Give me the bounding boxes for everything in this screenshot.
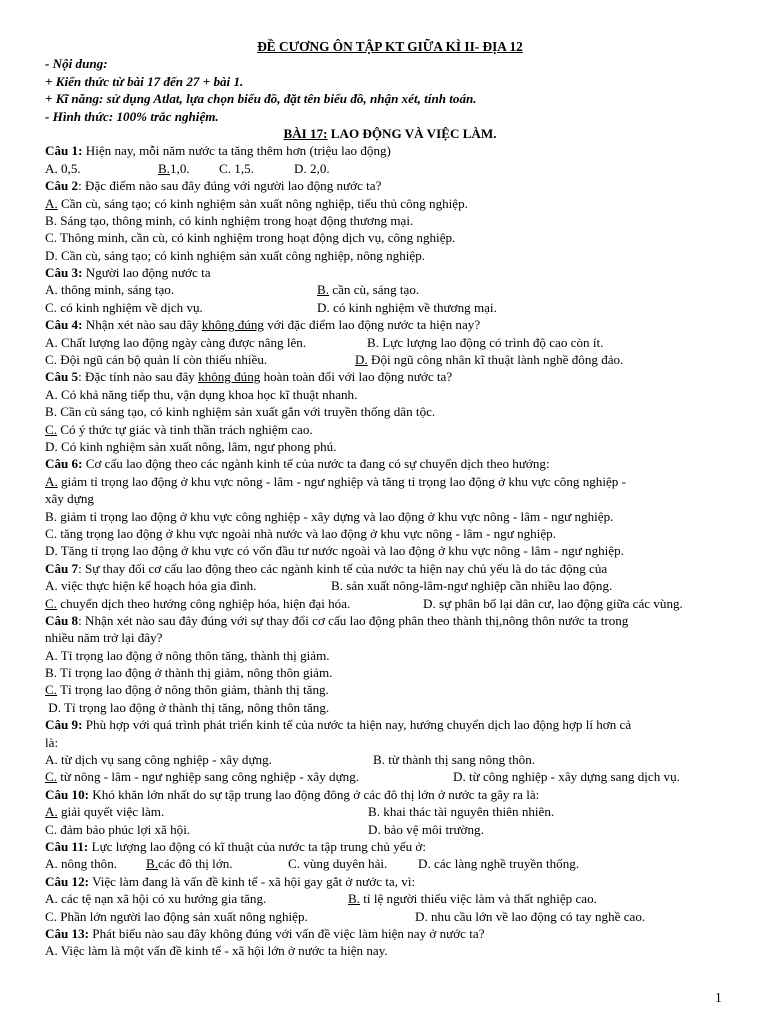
answer-option: giải quyết việc làm. — [57, 804, 165, 820]
answer-option — [45, 681, 735, 698]
question — [45, 925, 735, 942]
answer-option: B. sản xuất nông-lâm-ngư nghiệp cần nhiều lao động. — [331, 578, 613, 594]
question-label: Câu 13: — [45, 925, 90, 941]
answer-text: giảm tỉ trọng lao động ở khu vực nông - lâm - ngư nghiệp và tăng tỉ trọng lao động ở khu vực công nghiệp - — [57, 473, 626, 489]
question-label: Câu 3: — [45, 265, 83, 281]
question-text: : Đặc điểm nào sau đây đúng với người lao động nước ta? — [78, 178, 382, 194]
answer-option: D. 2,0. — [294, 160, 330, 176]
lesson-title: LAO ĐỘNG VÀ VIỆC LÀM. — [330, 125, 497, 141]
question-label: Câu 7 — [45, 560, 79, 576]
answer-option: C. đảm bảo phúc lợi xã hội. — [45, 821, 191, 837]
question-text: : Sự thay đổi cơ cấu lao động theo các ngành kinh tế của nước ta hiện nay chủ yếu là do tác động của — [78, 560, 608, 576]
answer-row — [45, 281, 735, 298]
answer-letter: A. — [45, 804, 58, 820]
answer-option: D. bảo vệ môi trường. — [368, 821, 484, 837]
answer-option: C. tăng trọng lao động ở khu vực ngoài nhà nước và lao động ở khu vực nông - lâm - ngư nghiệp. — [45, 525, 556, 541]
lesson-heading — [45, 125, 735, 142]
answer-option: A. từ dịch vụ sang công nghiệp - xây dựng. — [45, 752, 272, 768]
question-text: : Đặc tính nào sau đây — [78, 369, 199, 385]
answer-option: D. các làng nghề truyền thống. — [418, 856, 580, 872]
question-label: Câu 6: — [45, 456, 83, 472]
question — [45, 316, 735, 333]
question — [45, 873, 735, 890]
intro-line: + Kiến thức từ bài 17 đến 27 + bài 1. — [45, 73, 244, 89]
question-label: Câu 9: — [45, 717, 83, 733]
answer-option: B. Tỉ trọng lao động ở thành thị giảm, nông thôn giảm. — [45, 665, 333, 681]
answer-row — [45, 334, 735, 351]
answer-row — [45, 577, 735, 594]
answer-letter: B. — [158, 160, 171, 176]
question-text: Việc làm đang là vấn đề kinh tế - xã hội gay gắt ở nước ta, vì: — [92, 873, 416, 889]
question-text: Lực lượng lao động có kĩ thuật của nước ta tập trung chủ yếu ở: — [91, 838, 426, 854]
question-emphasis: không đúng — [201, 317, 264, 333]
answer-option: A. Tỉ trọng lao động ở nông thôn tăng, thành thị giảm. — [45, 647, 330, 663]
answer-option: D. nhu cầu lớn về lao động có tay nghề cao. — [415, 908, 646, 924]
answer-text: D. Tỉ trọng lao động ở thành thị tăng, nông thôn tăng. — [48, 699, 330, 715]
question-label: Câu 10: — [45, 786, 90, 802]
question — [45, 716, 735, 733]
answer-option — [45, 421, 735, 438]
answer-row — [45, 160, 735, 177]
question — [45, 838, 735, 855]
question-text: Hiện nay, mỗi năm nước ta tăng thêm hơn (triệu lao động) — [85, 143, 391, 159]
question-text: với đặc điểm lao động nước ta hiện nay? — [263, 317, 481, 333]
answer-option — [45, 473, 735, 490]
answer-letter: C. — [45, 421, 58, 437]
answer-option: 1,0. — [170, 160, 190, 176]
question-label: Câu 1: — [45, 143, 83, 159]
answer-option: D. có kinh nghiệm về thương mại. — [317, 299, 497, 315]
answer-row — [45, 803, 735, 820]
question-text: Người lao động nước ta — [85, 265, 211, 281]
question — [45, 142, 735, 159]
question — [45, 786, 735, 803]
answer-option: A. các tệ nạn xã hội có xu hướng gia tăng. — [45, 891, 267, 907]
answer-option: A. Có khả năng tiếp thu, vận dụng khoa học kĩ thuật nhanh. — [45, 386, 358, 402]
answer-letter: B. — [317, 282, 330, 298]
answer-row — [45, 908, 735, 925]
answer-option: A. Chất lượng lao động ngày càng được nâng lên. — [45, 334, 307, 350]
question-label: Câu 5 — [45, 369, 79, 385]
question-continued: là: — [45, 734, 59, 750]
answer-letter: C. — [45, 682, 58, 698]
answer-option: B. Cần cù sáng tạo, có kinh nghiệm sản xuất gắn với truyền thống dân tộc. — [45, 404, 436, 420]
page-title: ĐỀ CƯƠNG ÔN TẬP KT GIỮA KÌ II- ĐỊA 12 — [257, 39, 523, 54]
question — [45, 455, 735, 472]
answer-option: A. nông thôn. — [45, 856, 118, 872]
answer-letter: C. — [45, 595, 58, 611]
intro-line: - Nội dung: — [45, 56, 108, 72]
question-label: Câu 11: — [45, 838, 89, 854]
question-continued: nhiều năm trở lại đây? — [45, 630, 163, 646]
question — [45, 368, 735, 385]
answer-row — [45, 299, 735, 316]
answer-option: B. Sáng tạo, thông minh, có kinh nghiệm trong hoạt động thương mại. — [45, 212, 414, 228]
answer-option: C. Thông minh, cần cù, có kinh nghiệm trong hoạt động dịch vụ, công nghiệp. — [45, 230, 456, 246]
answer-option: C. Đội ngũ cán bộ quản lí còn thiếu nhiều. — [45, 352, 268, 368]
answer-letter: D. — [355, 352, 368, 368]
answer-option: B. Lực lượng lao động có trình độ cao còn ít. — [367, 334, 604, 350]
answer-option: D. Tăng tỉ trọng lao động ở khu vực có vốn đầu tư nước ngoài và lao động ở khu vực nông - lâm - ngư nghiệp. — [45, 543, 624, 559]
question — [45, 264, 735, 281]
answer-text: Có ý thức tự giác và tinh thần trách nghiệm cao. — [57, 421, 313, 437]
answer-text: Tỉ trọng lao động ở nông thôn giảm, thành thị tăng. — [57, 682, 329, 698]
answer-option: A. 0,5. — [45, 160, 81, 176]
question-label: Câu 8 — [45, 612, 79, 628]
answer-option: từ nông - lâm - ngư nghiệp sang công nghiệp - xây dựng. — [57, 769, 360, 785]
intro-line: - Hình thức: 100% trắc nghiệm. — [45, 108, 219, 124]
answer-option: C. có kinh nghiệm về dịch vụ. — [45, 299, 203, 315]
answer-option: chuyển dịch theo hướng công nghiệp hóa, hiện đại hóa. — [57, 595, 351, 611]
answer-option: Đội ngũ công nhân kĩ thuật lành nghề đông đảo. — [367, 352, 624, 368]
answer-option: C. 1,5. — [219, 160, 254, 176]
intro-line: + Kĩ năng: sử dụng Atlat, lựa chọn biểu đồ, đặt tên biểu đồ, nhận xét, tính toán. — [45, 91, 477, 107]
answer-option: D. Có kinh nghiệm sản xuất nông, lâm, ngư phong phú. — [45, 438, 337, 454]
question-text: Nhận xét nào sau đây — [85, 317, 202, 333]
page-number: 1 — [715, 990, 722, 1005]
answer-letter: B. — [146, 856, 159, 872]
answer-option: A. việc thực hiện kế hoạch hóa gia đình. — [45, 578, 257, 594]
answer-row — [45, 751, 735, 768]
question-label: Câu 12: — [45, 873, 90, 889]
question-text: : Nhận xét nào sau đây đúng với sự thay đổi cơ cấu lao động phân theo thành thị,nông thôn nước ta trong — [78, 612, 629, 628]
answer-option: các đô thị lớn. — [158, 856, 233, 872]
question-text: Phát biểu nào sau đây không đúng với vấn đề việc làm hiện nay ở nước ta? — [92, 925, 485, 941]
question-emphasis: không đúng — [198, 369, 261, 385]
question-text: hoàn toàn đối với lao động nước ta? — [260, 369, 453, 385]
answer-letter: C. — [45, 769, 58, 785]
answer-letter: A. — [45, 195, 58, 211]
answer-option: B. từ thành thị sang nông thôn. — [373, 752, 536, 768]
answer-option: C. Phần lớn người lao động sản xuất nông nghiệp. — [45, 908, 308, 924]
answer-option: D. từ công nghiệp - xây dựng sang dịch vụ. — [453, 769, 680, 785]
question-text: Phù hợp với quá trình phát triển kinh tế của nước ta hiện nay, hướng chuyển dịch lao động hợp lí hơn cả — [85, 717, 632, 733]
answer-option — [45, 699, 735, 716]
question — [45, 177, 735, 194]
answer-option: D. sự phân bố lại dân cư, lao động giữa các vùng. — [423, 595, 683, 611]
answer-row — [45, 351, 735, 368]
question — [45, 612, 735, 629]
answer-option — [45, 195, 735, 212]
answer-option: D. Cần cù, sáng tạo; có kinh nghiệm sản xuất công nghiệp, nông nghiệp. — [45, 247, 426, 263]
answer-row — [45, 595, 735, 612]
document-body — [45, 38, 735, 960]
question-label: Câu 2 — [45, 178, 79, 194]
answer-row — [45, 890, 735, 907]
answer-option: B. khai thác tài nguyên thiên nhiên. — [368, 804, 555, 820]
answer-letter: A. — [45, 473, 58, 489]
question-label: Câu 4: — [45, 317, 83, 333]
answer-option: A. thông minh, sáng tạo. — [45, 282, 175, 298]
answer-letter: B. — [348, 891, 361, 907]
answer-option: B. giảm tỉ trọng lao động ở khu vực công nghiệp - xây dựng và lao động ở khu vực nông - lâm - ngư nghiệp. — [45, 508, 614, 524]
question-text: Khó khăn lớn nhất do sự tập trung lao động đông ở các đô thị lớn ở nước ta gây ra là: — [92, 786, 540, 802]
question-text: Cơ cấu lao động theo các ngành kinh tế của nước ta đang có sự chuyển dịch theo hướng: — [85, 456, 550, 472]
answer-option: tỉ lệ người thiếu việc làm và thất nghiệp cao. — [360, 891, 597, 907]
answer-row — [45, 768, 735, 785]
lesson-number: BÀI 17: — [283, 125, 328, 141]
answer-option-continued: xây dựng — [45, 491, 94, 507]
answer-option: cần cù, sáng tạo. — [329, 282, 420, 298]
answer-text: Cần cù, sáng tạo; có kinh nghiệm sản xuất nông nghiệp, tiểu thủ công nghiệp. — [57, 195, 468, 211]
question — [45, 560, 735, 577]
answer-row — [45, 855, 735, 872]
answer-option: C. vùng duyên hải. — [288, 856, 388, 872]
answer-row — [45, 821, 735, 838]
answer-option: A. Việc làm là một vấn đề kinh tế - xã hội lớn ở nước ta hiện nay. — [45, 943, 388, 959]
